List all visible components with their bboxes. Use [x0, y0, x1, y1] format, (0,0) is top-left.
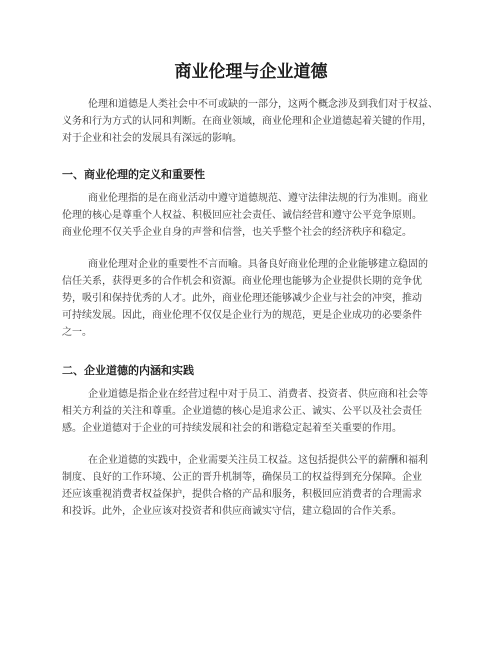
intro-paragraph: [62, 96, 438, 147]
paragraph-line: 相关方利益的关注和尊重。企业道德的核心是追求公正、诚实、公平以及社会责任: [62, 406, 422, 417]
paragraph-line: 商业伦理指的是在商业活动中遵守道德规范、遵守法律法规的行为准则。商业: [88, 193, 428, 204]
section-1-paragraph-1: [62, 190, 428, 241]
paragraph-line: 制度、良好的工作环境、公正的晋升机制等，确保员工的权益得到充分保障。企业: [62, 472, 422, 483]
section-1-paragraph-2: [62, 256, 428, 341]
paragraph-line: 企业道德是指企业在经营过程中对于员工、消费者、投资者、供应商和社会等: [88, 389, 428, 400]
paragraph-line: 义务和行为方式的认同和判断。在商业领域，商业伦理和企业道德起着关键的作用，: [62, 116, 432, 127]
section-2-paragraph-2: [62, 452, 428, 520]
paragraph-line: 商业伦理对企业的重要性不言而喻。具备良好商业伦理的企业能够建立稳固的: [88, 259, 428, 270]
paragraph-line: 伦理的核心是尊重个人权益、积极回应社会责任、诚信经营和遵守公平竞争原则。: [62, 210, 422, 221]
paragraph-line: 之一。: [62, 327, 92, 338]
document-title: 商业伦理与企业道德: [174, 62, 328, 82]
paragraph-line: 和投诉。此外，企业应该对投资者和供应商诚实守信，建立稳固的合作关系。: [62, 506, 402, 517]
paragraph-line: 商业伦理不仅关乎企业自身的声誉和信誉，也关乎整个社会的经济秩序和稳定。: [62, 227, 412, 238]
paragraph-line: 势，吸引和保持优秀的人才。此外，商业伦理还能够减少企业与社会的冲突，推动: [62, 293, 422, 304]
section-2-paragraph-1: [62, 386, 428, 437]
paragraph-line: 可持续发展。因此，商业伦理不仅仅是企业行为的规范，更是企业成功的必要条件: [62, 310, 422, 321]
paragraph-line: 信任关系，获得更多的合作机会和资源。商业伦理也能够为企业提供长期的竞争优: [62, 276, 422, 287]
paragraph-line: 感。企业道德对于企业的可持续发展和社会的和谐稳定起着至关重要的作用。: [62, 423, 402, 434]
section-heading-1: 一、商业伦理的定义和重要性: [62, 168, 205, 181]
paragraph-line: 在企业道德的实践中，企业需要关注员工权益。这包括提供公平的薪酬和福利: [88, 455, 428, 466]
paragraph-line: 伦理和道德是人类社会中不可或缺的一部分，这两个概念涉及到我们对于权益、: [88, 99, 438, 110]
section-heading-2: 二、企业道德的内涵和实践: [62, 364, 194, 377]
paragraph-line: 对于企业和社会的发展具有深远的影响。: [62, 133, 242, 144]
paragraph-line: 还应该重视消费者权益保护，提供合格的产品和服务，积极回应消费者的合理需求: [62, 489, 422, 500]
